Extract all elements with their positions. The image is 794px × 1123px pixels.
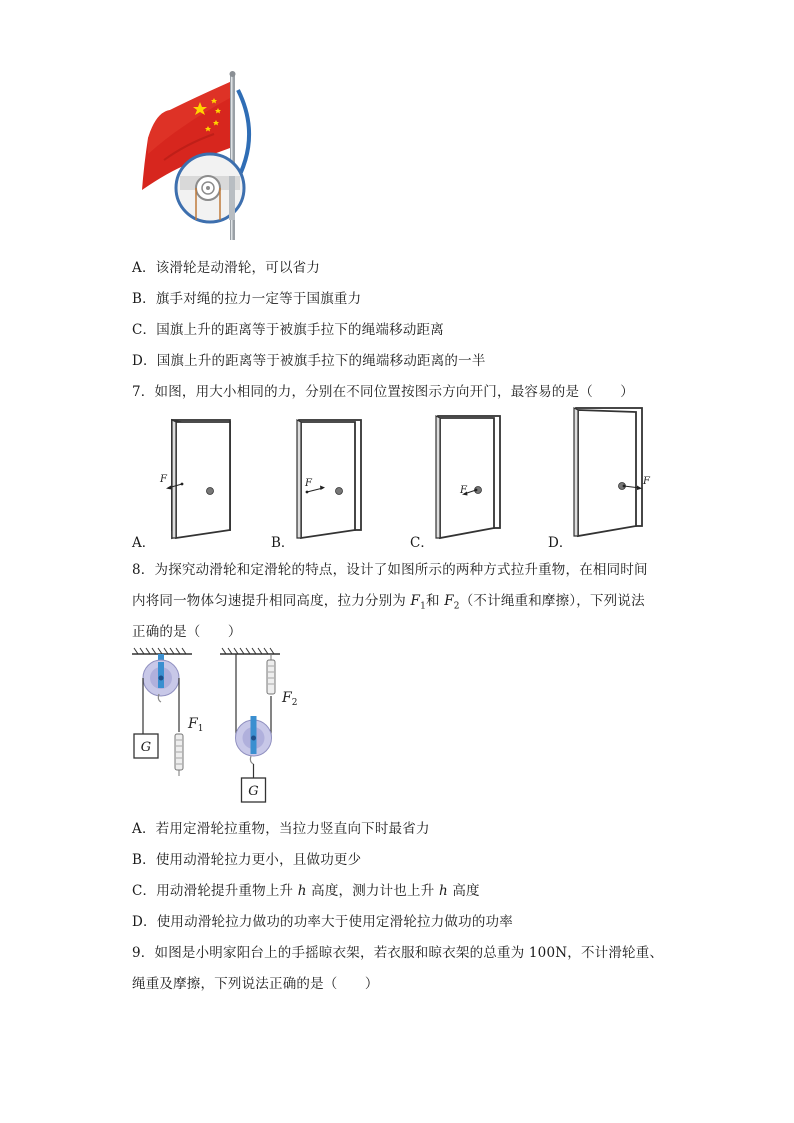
door-d-force-label: F	[643, 476, 650, 487]
q8-stem-line2	[132, 589, 645, 612]
q8-option-c-c: 高度	[447, 883, 480, 899]
q7-choice-c: C．	[410, 535, 434, 551]
q7-stem: 7．如图，用大小相同的力，分别在不同位置按图示方向开门，最容易的是（ ）	[132, 384, 634, 400]
q8-stem-line2-b: 和	[426, 593, 445, 609]
q6-option-c: C．国旗上升的距离等于被旗手拉下的绳端移动距离	[132, 322, 444, 338]
q8-option-c-h1: h	[297, 883, 307, 899]
q8-stem-line1: 8．为探究动滑轮和定滑轮的特点，设计了如图所示的两种方式拉升重物，在相同时间	[132, 562, 648, 578]
q9-stem-line2: 绳重及摩擦，下列说法正确的是（ ）	[132, 976, 379, 992]
q8-f1-symbol: F	[410, 593, 421, 609]
q6-option-b: B．旗手对绳的拉力一定等于国旗重力	[132, 291, 362, 307]
q7-choice-a: A．	[132, 535, 156, 551]
q7-choice-b: B．	[271, 535, 295, 551]
q8-option-c-h2: h	[438, 883, 448, 899]
q6-option-d: D．国旗上升的距离等于被旗手拉下的绳端移动距离的一半	[132, 353, 486, 369]
pulley-experiment-figure	[130, 646, 320, 806]
q8-stem-line2-a: 内将同一物体匀速提升相同高度，拉力分别为	[132, 593, 411, 609]
door-figure-d	[570, 404, 654, 542]
door-figure-b	[293, 416, 369, 542]
spring-scale-right	[267, 660, 275, 694]
q8-f2-sub: 2	[453, 601, 460, 612]
weight-label-right: G	[248, 784, 259, 799]
q8-option-a: A．若用定滑轮拉重物，当拉力竖直向下时最省力	[132, 821, 430, 837]
q8-option-b: B．使用动滑轮拉力更小，且做功更少	[132, 852, 362, 868]
weight-label-left: G	[140, 740, 152, 755]
door-b-force-label: F	[305, 478, 312, 489]
q6-option-a: A．该滑轮是动滑轮，可以省力	[132, 260, 321, 276]
door-c-force-label: F	[460, 485, 467, 496]
q9-stem-line1: 9．如图是小明家阳台上的手摇晾衣架，若衣服和晾衣架的总重为 100N，不计滑轮重、	[132, 945, 664, 961]
door-a-force-label: F	[160, 474, 167, 485]
door-figure-c	[432, 412, 508, 542]
q8-stem-line3: 正确的是（ ）	[132, 624, 242, 640]
f1-label: $F_1$	[188, 716, 204, 734]
door-figure-a	[156, 416, 236, 542]
q7-choice-d: D．	[548, 535, 573, 551]
flagpole-pulley-figure	[134, 68, 254, 240]
q8-option-d: D．使用动滑轮拉力做功的功率大于使用定滑轮拉力做功的功率	[132, 914, 513, 930]
q8-stem-line2-c: （不计绳重和摩擦），下列说法	[459, 593, 645, 609]
q8-option-c	[132, 879, 480, 899]
q8-option-c-b: 高度，测力计也上升	[306, 883, 439, 899]
q8-f1-sub: 1	[420, 601, 427, 612]
f2-label: $F_2$	[282, 690, 298, 708]
q8-option-c-a: C．用动滑轮提升重物上升	[132, 883, 298, 899]
q8-f2-symbol: F	[444, 593, 454, 609]
